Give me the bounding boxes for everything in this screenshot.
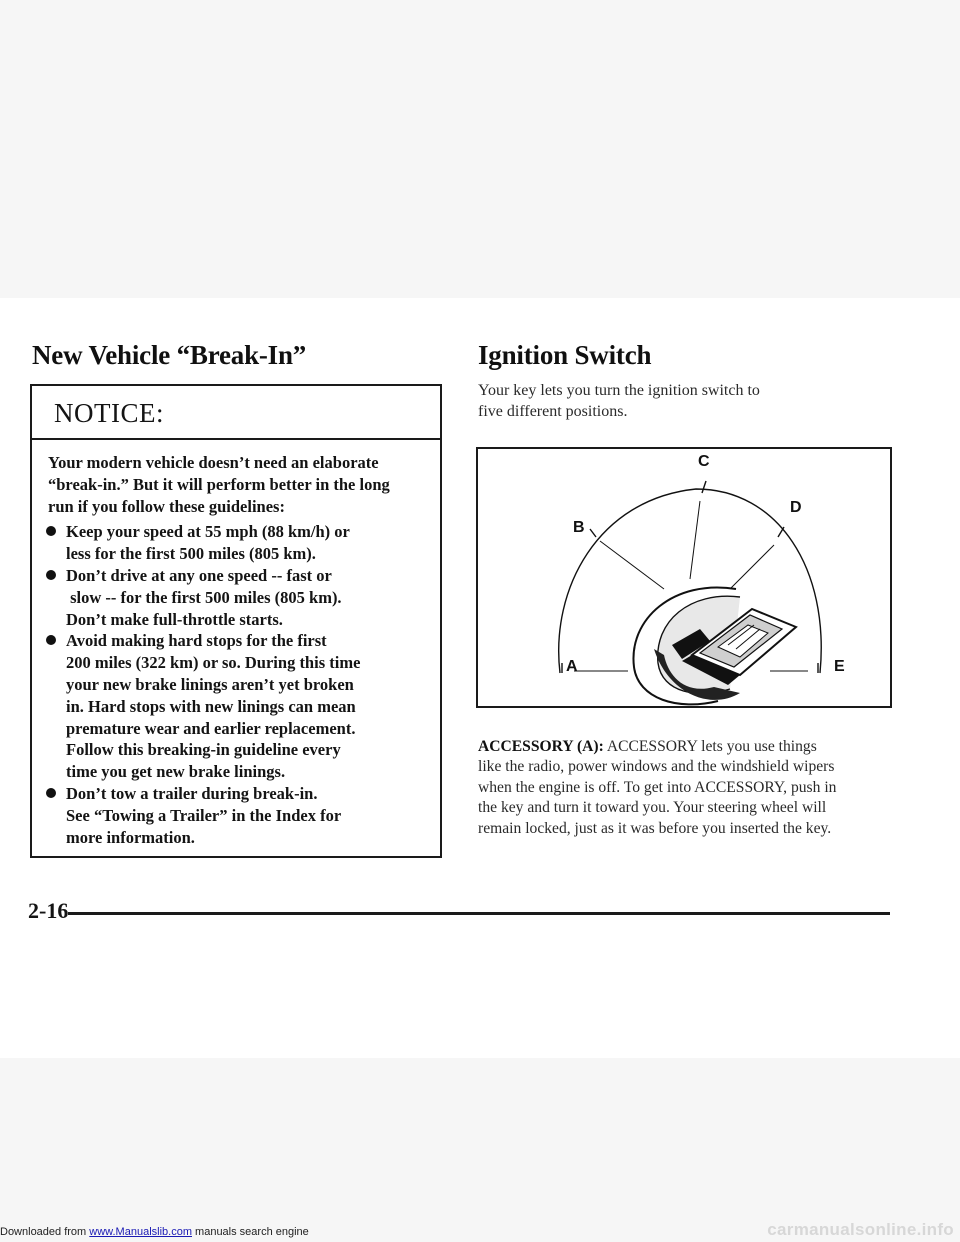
notice-intro-line: run if you follow these guidelines: [48,496,285,516]
accessory-line: the key and turn it toward you. Your steering wheel will [478,799,827,817]
guideline-line: premature wear and earlier replacement. [66,718,356,738]
guideline-line: less for the first 500 miles (805 km). [66,544,316,564]
accessory-paragraph [478,737,890,839]
guideline-line: Don’t drive at any one speed -- fast or [66,565,332,585]
guideline-line: Follow this breaking-in guideline every [66,740,341,760]
notice-body [32,440,440,848]
position-label-d: D [790,499,802,516]
guideline-line: more information. [66,827,195,847]
position-label-e: E [834,658,845,675]
position-label-a: A [566,658,578,675]
bullet-icon [46,788,56,798]
guideline-line: in. Hard stops with new linings can mean [66,696,356,716]
page-number: 2-16 [28,898,69,923]
ignition-switch-illustration [478,449,890,706]
manualslib-link[interactable]: www.Manualslib.com [89,1226,192,1238]
guideline-line: Don’t tow a trailer during break-in. [66,783,318,803]
footer-rule [68,912,890,915]
bullet-icon [46,570,56,580]
notice-heading: NOTICE: [32,386,440,440]
accessory-line: ACCESSORY lets you use things [603,738,817,755]
guideline-line: slow -- for the first 500 miles (805 km). [66,587,342,607]
accessory-line: remain locked, just as it was before you inserted the key. [478,819,832,837]
notice-intro-line: “break-in.” But it will perform better in the long [48,474,390,494]
notice-intro [48,452,426,517]
guideline-line: Don’t make full-throttle starts. [66,609,283,629]
guideline-item [48,565,426,630]
guideline-item [48,630,426,783]
guideline-line: Avoid making hard stops for the first [66,631,327,651]
guideline-line: Keep your speed at 55 mph (88 km/h) or [66,522,350,542]
accessory-line: like the radio, power windows and the windshield wipers [478,758,835,776]
guideline-line: See “Towing a Trailer” in the Index for [66,805,342,825]
bullet-icon [46,635,56,645]
guideline-line: your new brake linings aren’t yet broken [66,674,354,694]
footer-source [0,1226,309,1238]
guideline-line: time you get new brake linings. [66,762,286,782]
guideline-list [48,521,426,848]
guideline-item [48,521,426,565]
ignition-intro [478,380,878,422]
notice-box [30,384,442,858]
ignition-intro-line: Your key lets you turn the ignition switch to [478,382,760,399]
break-in-title: New Vehicle “Break-In” [32,340,307,370]
footer-suffix: manuals search engine [191,1226,309,1238]
notice-intro-line: Your modern vehicle doesn’t need an elaborate [48,453,379,472]
position-label-b: B [573,519,585,536]
ignition-switch-diagram [476,447,892,708]
footer-prefix: Downloaded from [0,1226,90,1238]
guideline-item [48,783,426,848]
accessory-lead: ACCESSORY (A): [478,738,604,755]
position-label-c: C [698,453,710,470]
ignition-intro-line: five different positions. [478,403,628,420]
ignition-switch-title: Ignition Switch [478,340,652,370]
guideline-line: 200 miles (322 km) or so. During this time [66,653,361,673]
accessory-line: when the engine is off. To get into ACCESSORY, push in [478,778,837,796]
bullet-icon [46,526,56,536]
watermark: carmanualsonline.info [767,1220,954,1239]
